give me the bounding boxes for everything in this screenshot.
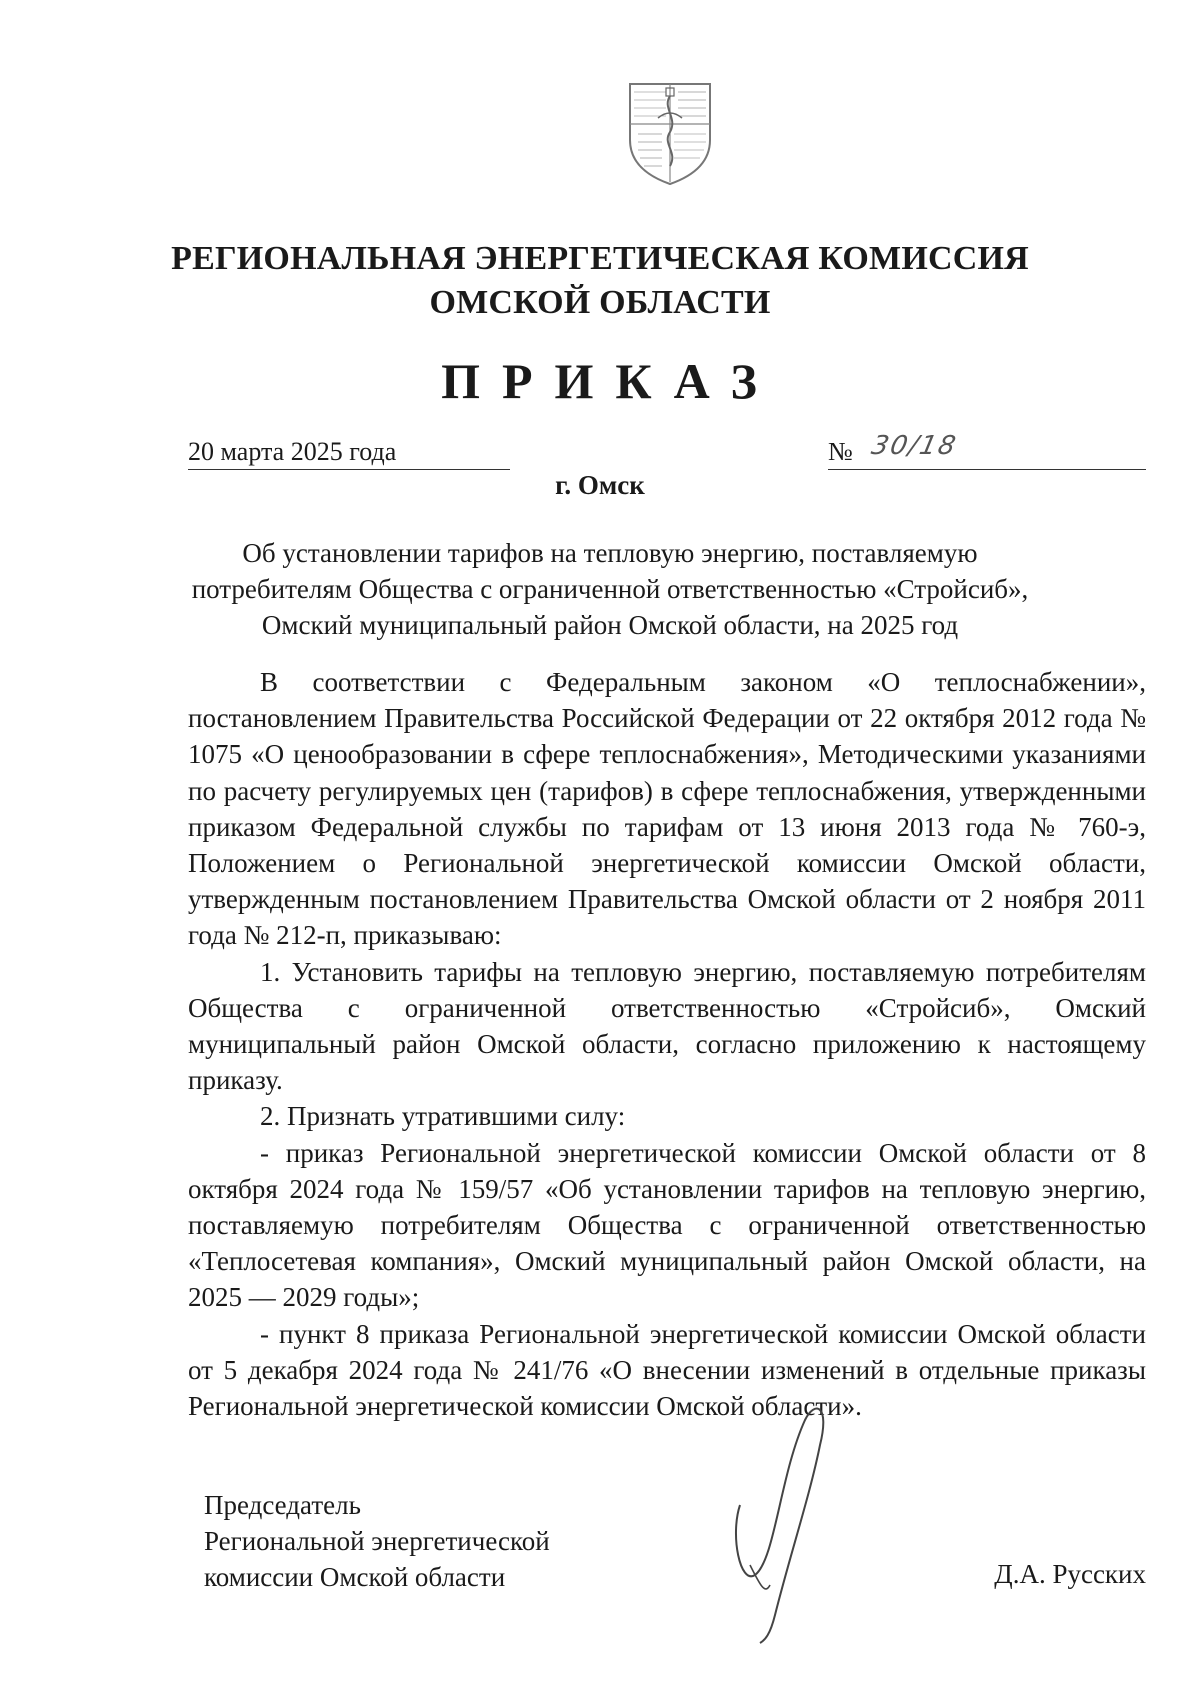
- organization-name-line2: ОМСКОЙ ОБЛАСТИ: [429, 284, 771, 321]
- clause-2-sub-a: - приказ Региональной энергетической комиссии Омской области от 8 октября 2024 года № 159/57 «Об установлении тарифов на тепловую энергию, поставляемую потребителям Общества с ограниченной ответственностью «Теплосетевая компания», Омский муниципальный район Омской области, на 2025 — 2029 годы»;: [188, 1137, 1146, 1313]
- document-title: Об установлении тарифов на тепловую энергию, поставляемую потребителям Общества с ограниченной ответственностью «Стройсиб», Омский муниципальный район Омской области, на 2025 год: [191, 538, 1029, 640]
- document-city: г. Омск: [555, 470, 645, 500]
- handwritten-number: 30/18: [868, 431, 961, 461]
- organization-name-line1: РЕГИОНАЛЬНАЯ ЭНЕРГЕТИЧЕСКАЯ КОМИССИЯ: [171, 240, 1029, 277]
- number-sign: №: [828, 437, 853, 466]
- coat-of-arms-icon: [622, 78, 718, 188]
- document-number: [828, 431, 1146, 470]
- signature-icon: [720, 1385, 850, 1645]
- signatory-position-line3: комиссии Омской области: [204, 1562, 506, 1592]
- clause-1: 1. Установить тарифы на тепловую энергию, поставляемую потребителям Общества с ограниченной ответственностью «Стройсиб», Омский муниципальный район Омской области, согласно приложению к настоящему приказу.: [188, 956, 1146, 1096]
- signatory-position: [204, 1487, 550, 1595]
- document-date-text: 20 марта 2025 года: [188, 437, 397, 466]
- clause-2-sub-b: - пункт 8 приказа Региональной энергетической комиссии Омской области от 5 декабря 2024 года № 241/76 «О внесении изменений в отдельные приказы Региональной энергетической комиссии Омской области».: [188, 1318, 1146, 1422]
- document-type-heading: ПРИКАЗ: [441, 353, 779, 409]
- clause-2: 2. Признать утратившими силу:: [260, 1101, 626, 1132]
- signatory-name: Д.А. Русских: [994, 1559, 1146, 1589]
- signatory-position-line2: Региональной энергетической: [204, 1526, 550, 1556]
- signatory-position-line1: Председатель: [204, 1490, 361, 1520]
- preamble-paragraph: В соответствии с Федеральным законом «О теплоснабжении», постановлением Правительства Российской Федерации от 22 октября 2012 года № 1075 «О ценообразовании в сфере теплоснабжения», Методическими указаниями по расчету регулируемых цен (тарифов) в сфере теплоснабжения, утвержденными приказом Федеральной службы по тарифам от 13 июня 2013 года № 760-э, Положением о Региональной энергетической комиссии Омской области, утвержденным постановлением Правительства Омской области от 2 ноября 2011 года № 212-п, приказываю:: [188, 667, 1146, 951]
- document-date: [188, 437, 510, 470]
- document-body: [188, 664, 1146, 1424]
